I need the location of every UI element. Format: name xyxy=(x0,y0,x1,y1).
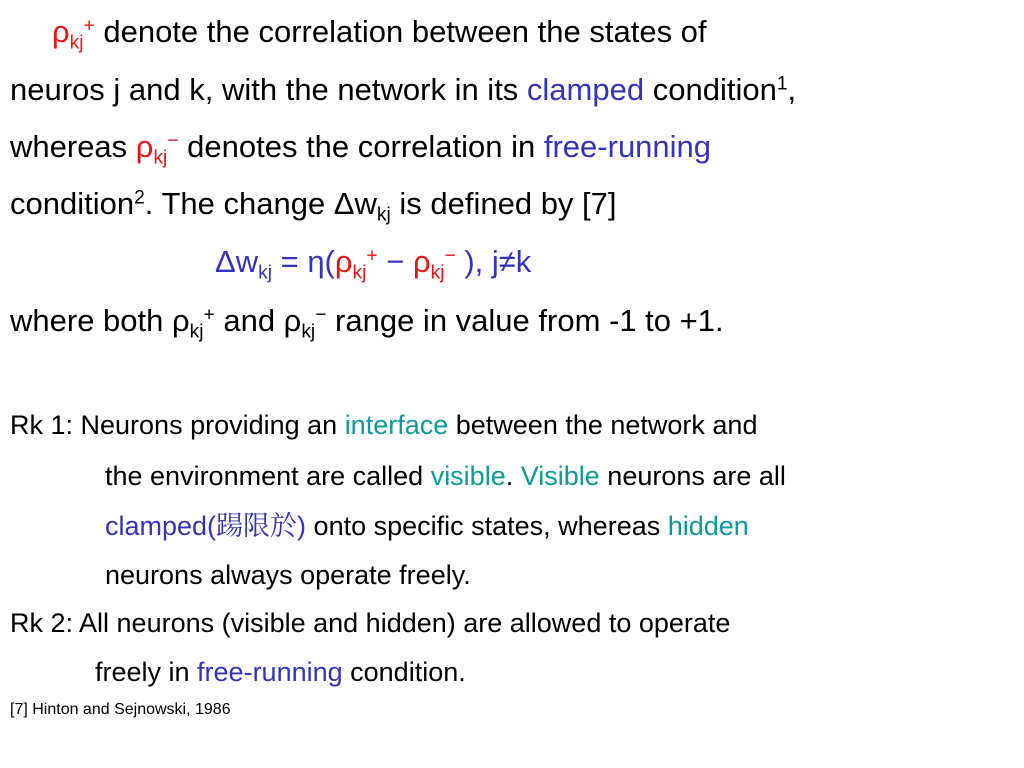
superscript: + xyxy=(83,15,95,37)
subscript: kj xyxy=(189,321,204,343)
subscript: kj xyxy=(430,262,445,284)
subscript: kj xyxy=(301,321,316,343)
rk1-line-3 xyxy=(105,513,749,540)
text: onto specific states, whereas xyxy=(306,511,668,541)
rk2-line-2 xyxy=(95,659,466,686)
text: and ρ xyxy=(214,303,302,338)
line-3 xyxy=(10,129,712,169)
superscript: − xyxy=(315,304,327,326)
rho-symbol: ρ xyxy=(135,129,154,164)
text: is defined by [7] xyxy=(390,186,617,221)
subscript: kj xyxy=(153,147,168,169)
footnote-mark: 1 xyxy=(776,73,788,95)
rk1-line-4 xyxy=(105,562,471,589)
line-6 xyxy=(10,303,724,343)
text: , xyxy=(787,72,797,107)
delta-w: Δw xyxy=(215,244,259,279)
text: Rk 2: All neurons (visible and hidden) are allowed to operate xyxy=(10,608,731,638)
term-interface: interface xyxy=(344,410,449,440)
text: neurons are all xyxy=(599,461,786,491)
text: freely in xyxy=(95,657,198,687)
subscript: kj xyxy=(352,262,367,284)
equation xyxy=(215,244,532,284)
subscript: kj xyxy=(376,204,391,226)
term-free-running: free-running xyxy=(543,129,712,164)
rho-symbol: ρ xyxy=(334,244,353,279)
subscript: kj xyxy=(69,32,84,54)
text: where both ρ xyxy=(10,303,190,338)
subscript: kj xyxy=(258,262,272,284)
term-clamped: clamped xyxy=(526,72,645,107)
line-4 xyxy=(10,186,617,226)
text: − xyxy=(377,244,413,279)
text: condition xyxy=(644,72,777,107)
rho-symbol: ρ xyxy=(412,244,431,279)
superscript: − xyxy=(444,245,456,267)
text: the environment are called xyxy=(105,461,431,491)
text: between the network and xyxy=(448,410,758,440)
reference: [7] Hinton and Sejnowski, 1986 xyxy=(10,701,231,718)
term-visible: visible xyxy=(430,461,506,491)
rk2-line-1 xyxy=(10,610,730,637)
text: . xyxy=(505,461,521,491)
rk1-line-2 xyxy=(105,463,786,490)
footnote-mark: 2 xyxy=(134,187,145,209)
text: . The change Δw xyxy=(144,186,377,221)
term-visible-cap: Visible xyxy=(520,461,600,491)
text: Rk 1: Neurons providing an xyxy=(10,410,345,440)
text: range in value from -1 to +1. xyxy=(326,303,724,338)
text: condition xyxy=(10,186,135,221)
superscript: − xyxy=(167,130,179,152)
text: neuros j and k, with the network in its xyxy=(10,72,527,107)
text: denotes the correlation in xyxy=(178,129,544,164)
term-hidden: hidden xyxy=(667,511,749,541)
line-1 xyxy=(52,14,707,54)
superscript: + xyxy=(203,304,215,326)
text: denote the correlation between the states of xyxy=(94,14,707,49)
text: whereas xyxy=(10,129,136,164)
line-2 xyxy=(10,74,796,105)
text: condition. xyxy=(342,657,466,687)
text: neurons always operate freely. xyxy=(105,560,471,590)
term-free-running: free-running xyxy=(197,657,343,687)
term-clamped: clamped(踼限於) xyxy=(105,511,307,541)
text: ), j≠k xyxy=(455,244,532,279)
rk1-line-1 xyxy=(10,412,757,439)
text: = η( xyxy=(271,244,335,279)
superscript: + xyxy=(366,245,378,267)
rho-symbol: ρ xyxy=(52,14,70,49)
